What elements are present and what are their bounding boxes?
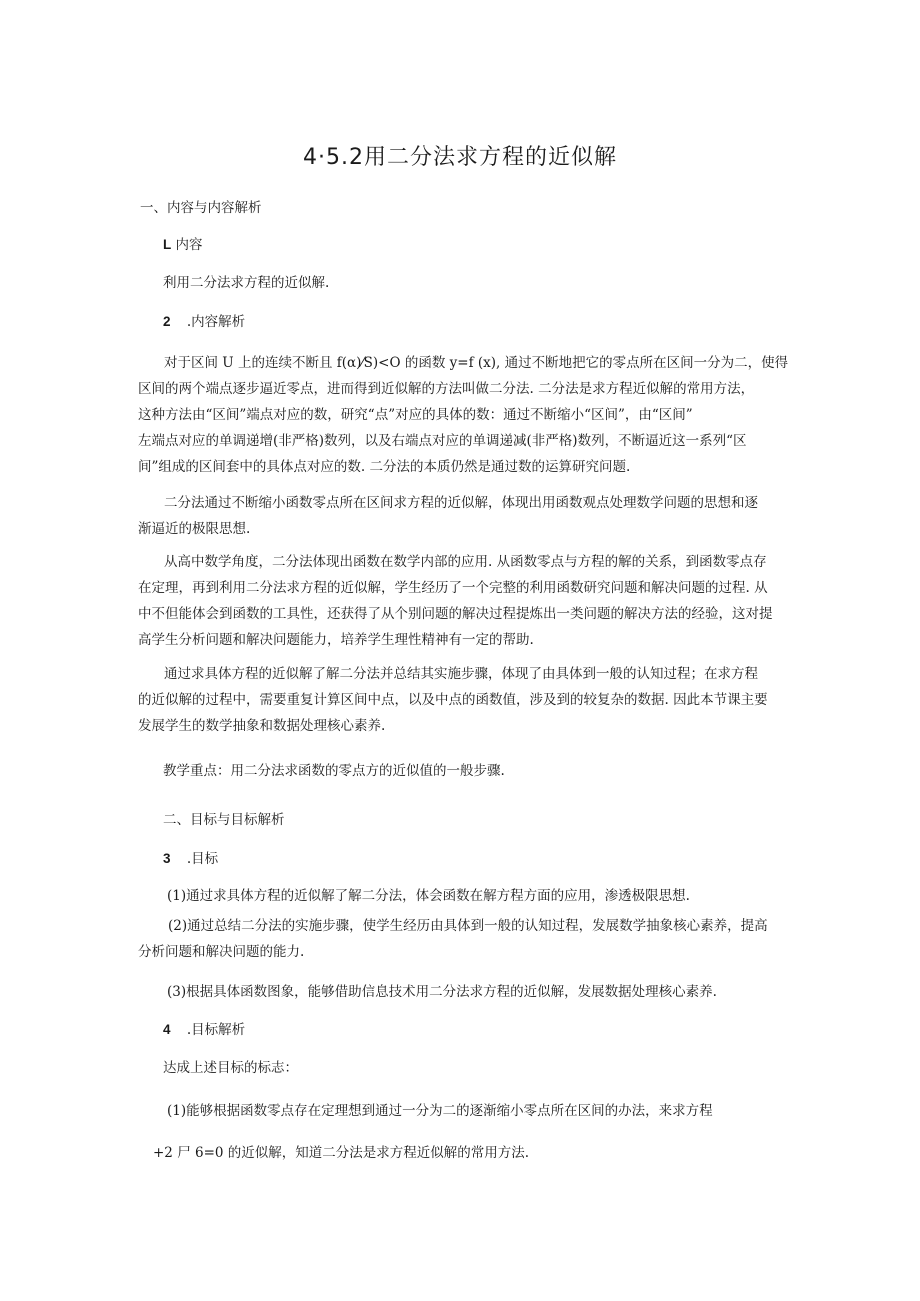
goal-item-3: (3)根据具体函数图象，能够借助信息技术用二分法求方程的近似解，发展数据处理核心素养. — [167, 984, 717, 1000]
paragraph-line: 二分法通过不断缩小函数零点所在区间求方程的近似解，体现出用函数观点处理数学问题的思想和逐 — [164, 495, 758, 511]
subheading-number: L — [163, 237, 172, 252]
paragraph-line: 从高中数学角度，二分法体现出函数在数学内部的应用. 从函数零点与方程的解的关系，到函数零点存 — [164, 554, 767, 570]
paragraph-line: 对于区间 U 上的连续不断且 f(α)⁄S)<O 的函数 y=f (x), 通过不断地把它的零点所在区间一分为二，使得 — [164, 355, 789, 371]
paragraph-line: 渐逼近的极限思想. — [138, 521, 251, 537]
goal-mark-1-continued: +2 尸 6=0 的近似解，知道二分法是求方程近似解的常用方法. — [153, 1145, 530, 1161]
paragraph-line: 在定理，再到利用二分法求方程的近似解，学生经历了一个完整的利用函数研究问题和解决问题的过程. 从 — [138, 580, 768, 596]
paragraph-line: 的近似解的过程中，需要重复计算区间中点，以及中点的函数值，涉及到的较复杂的数据. 因此本节课主要 — [138, 692, 768, 708]
goal-mark-1: (1)能够根据函数零点存在定理想到通过一分为二的逐渐缩小零点所在区间的办法，来求方程 — [167, 1103, 713, 1119]
reach-goals-intro: 达成上述目标的标志： — [163, 1060, 298, 1076]
subheading-label: .内容解析 — [186, 314, 246, 330]
subheading-number: 2 — [163, 314, 171, 329]
subheading-label: .目标 — [186, 851, 219, 867]
paragraph-high-school-perspective — [138, 549, 788, 653]
paragraph-line: 分析问题和解决问题的能力. — [138, 944, 305, 960]
goal-item-2 — [138, 913, 788, 965]
paragraph-bisection-idea — [138, 490, 788, 542]
paragraph-cognitive-process — [138, 661, 788, 739]
paragraph-line: 左端点对应的单调递增(非严格)数列，以及右端点对应的单调递减(非严格)数列，不断逼近这一系列“区 — [138, 433, 747, 449]
paragraph-line: 区间的两个端点逐步逼近零点，进而得到近似解的方法叫做二分法. 二分法是求方程近似解的常用方法， — [138, 381, 755, 397]
page-title: 4·5.2用二分法求方程的近似解 — [303, 145, 617, 170]
paragraph-line: 高学生分析问题和解决问题能力，培养学生理性精神有一定的帮助. — [138, 632, 534, 648]
subheading-number: 3 — [163, 851, 171, 866]
paragraph-line: 通过求具体方程的近似解了解二分法并总结其实施步骤，体现了由具体到一般的认知过程；在求方程 — [164, 666, 758, 682]
paragraph-line: 中不但能体会到函数的工具性，还获得了从个别问题的解决过程提炼出一类问题的解决方法的经验，这对提 — [138, 606, 773, 622]
section-heading-content: 一、内容与内容解析 — [140, 200, 262, 216]
section-heading-goals: 二、目标与目标解析 — [163, 812, 285, 828]
paragraph-line: 这种方法由“区间”端点对应的数，研究“点”对应的具体的数：通过不断缩小“区间”，由“区间” — [138, 407, 693, 423]
paragraph-line: 发展学生的数学抽象和数据处理核心素养. — [138, 718, 386, 734]
subheading-label: .目标解析 — [186, 1022, 246, 1038]
teaching-key-point: 教学重点：用二分法求函数的零点方的近似值的一般步骤. — [163, 763, 505, 779]
subheading-content-analysis — [163, 312, 245, 332]
subheading-goal-analysis — [163, 1020, 245, 1040]
content-text: 利用二分法求方程的近似解. — [163, 275, 330, 291]
paragraph-line: 间”组成的区间套中的具体点对应的数. 二分法的本质仍然是通过数的运算研究问题. — [138, 459, 631, 475]
subheading-goals — [163, 849, 218, 869]
subheading-content — [163, 235, 203, 255]
paragraph-line: (2)通过总结二分法的实施步骤，使学生经历由具体到一般的认知过程，发展数学抽象核心素养，提高 — [168, 918, 768, 934]
subheading-number: 4 — [163, 1022, 171, 1037]
paragraph-bisection-definition — [138, 350, 788, 480]
subheading-label: 内容 — [175, 237, 203, 253]
goal-item-1: (1)通过求具体方程的近似解了解二分法，体会函数在解方程方面的应用，渗透极限思想. — [167, 888, 690, 904]
